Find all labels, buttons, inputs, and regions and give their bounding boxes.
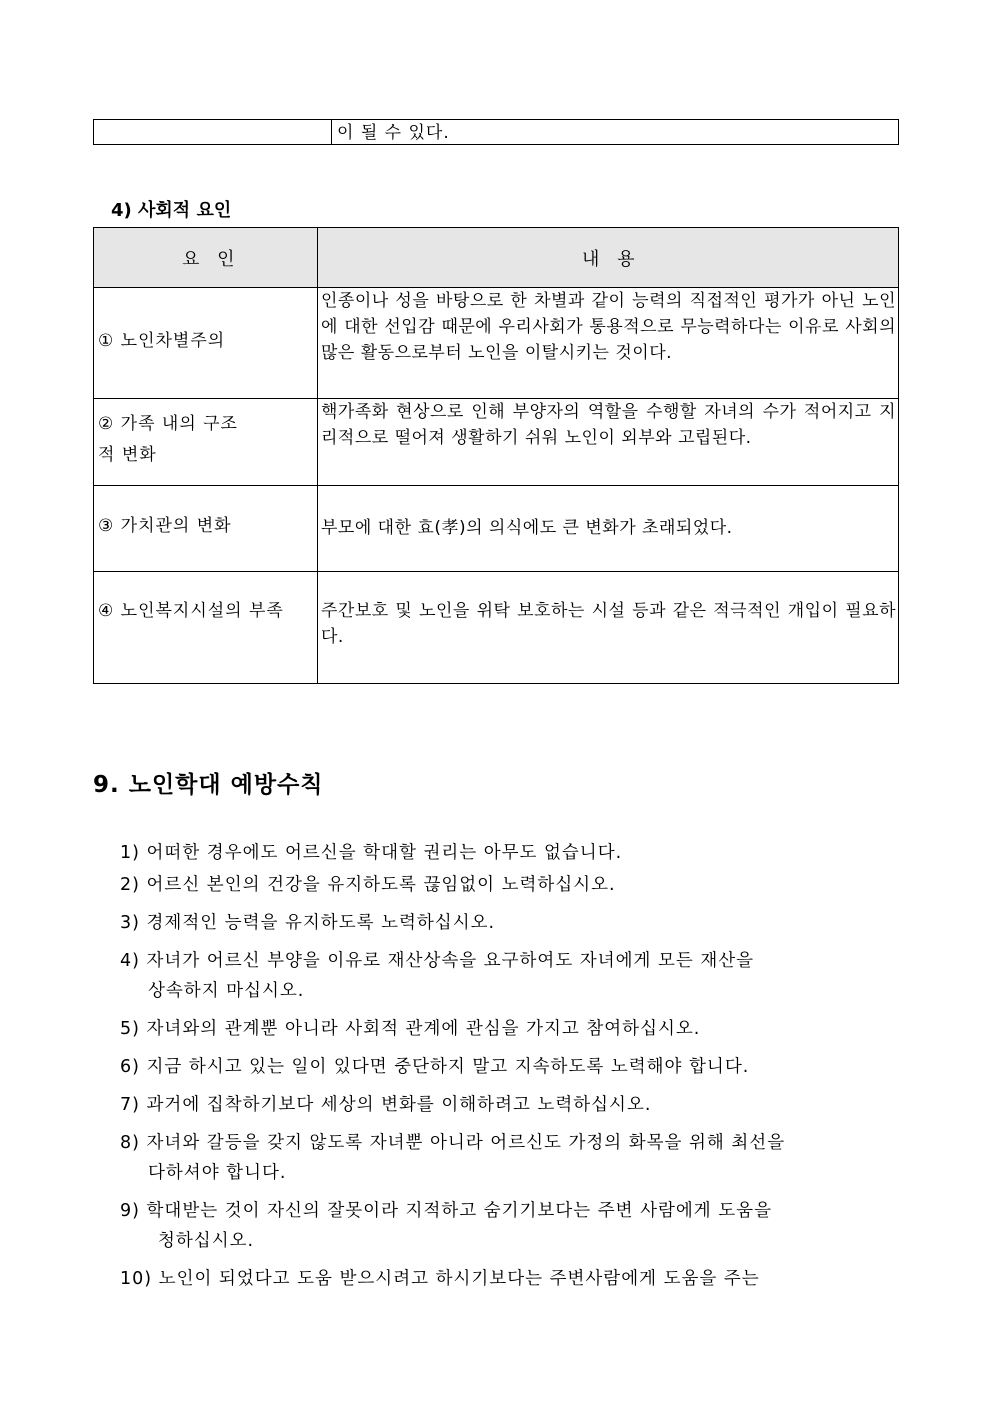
factor-label: ② 가족 내의 구조적 변화 — [98, 414, 238, 465]
list-item — [120, 946, 900, 1006]
continuation-table-row — [93, 119, 899, 145]
rule-text: 6) 지금 하시고 있는 일이 있다면 중단하지 말고 지속하도록 노력해야 합니다. — [120, 1057, 750, 1077]
factor-label: ① 노인차별주의 — [98, 331, 226, 351]
prevention-rules-list — [120, 838, 900, 1302]
table-column-divider — [331, 120, 332, 144]
list-item — [120, 838, 900, 868]
factor-content: 부모에 대한 효(孝)의 의식에도 큰 변화가 초래되었다. — [321, 518, 733, 538]
table-column-divider — [317, 228, 318, 683]
factor-content: 주간보호 및 노인을 위탁 보호하는 시설 등과 같은 적극적인 개입이 필요하다. — [321, 601, 896, 647]
social-factors-heading: 4) 사회적 요인 — [111, 200, 232, 221]
rule-text: 8) 자녀와 갈등을 갖지 않도록 자녀뿐 아니라 어르신도 가정의 화목을 위해 최선을 — [120, 1133, 786, 1153]
factor-label: ③ 가치관의 변화 — [98, 516, 232, 536]
rule-text: 3) 경제적인 능력을 유지하도록 노력하십시오. — [120, 913, 496, 933]
rule-text: 2) 어르신 본인의 건강을 유지하도록 끊임없이 노력하십시오. — [120, 875, 616, 895]
list-item — [120, 1014, 900, 1044]
rule-text-continued: 상속하지 마십시오. — [148, 981, 305, 1001]
rule-text-continued: 다하셔야 합니다. — [148, 1163, 287, 1183]
social-factors-table — [93, 227, 899, 684]
list-item — [120, 1052, 900, 1082]
section-title: 9. 노인학대 예방수칙 — [93, 772, 324, 798]
rule-text: 7) 과거에 집착하기보다 세상의 변화를 이해하려고 노력하십시오. — [120, 1095, 652, 1115]
list-item — [120, 908, 900, 938]
table-header-row — [94, 228, 898, 288]
rule-text: 4) 자녀가 어르신 부양을 이유로 재산상속을 요구하여도 자녀에게 모든 재산을 — [120, 951, 755, 971]
factor-label: ④ 노인복지시설의 부족 — [98, 601, 284, 621]
factor-content: 인종이나 성을 바탕으로 한 차별과 같이 능력의 직접적인 평가가 아닌 노인에 대한 선입감 때문에 우리사회가 통용적으로 무능력하다는 이유로 사회의 많은 활동으로부터 노인을 이탈시키는 것이다. — [321, 291, 896, 363]
row-divider — [94, 571, 898, 572]
rule-text: 1) 어떠한 경우에도 어르신을 학대할 권리는 아무도 없습니다. — [120, 843, 623, 863]
list-item — [120, 1128, 900, 1188]
header-content: 내 용 — [582, 249, 641, 270]
factor-content: 핵가족화 현상으로 인해 부양자의 역할을 수행할 자녀의 수가 적어지고 지리적으로 떨어져 생활하기 쉬워 노인이 외부와 고립된다. — [321, 402, 896, 448]
list-item — [120, 870, 900, 900]
list-item — [120, 1264, 900, 1294]
row-divider — [94, 485, 898, 486]
rule-text: 9) 학대받는 것이 자신의 잘못이라 지적하고 숨기기보다는 주변 사람에게 도움을 — [120, 1201, 772, 1221]
list-item — [120, 1090, 900, 1120]
header-factor: 요 인 — [182, 249, 241, 270]
continuation-cell-text: 이 될 수 있다. — [337, 123, 450, 143]
rule-text: 5) 자녀와의 관계뿐 아니라 사회적 관계에 관심을 가지고 참여하십시오. — [120, 1019, 701, 1039]
rule-text: 10) 노인이 되었다고 도움 받으시려고 하시기보다는 주변사람에게 도움을 주는 — [120, 1269, 760, 1289]
rule-text-continued: 청하십시오. — [158, 1231, 255, 1251]
list-item — [120, 1196, 900, 1256]
